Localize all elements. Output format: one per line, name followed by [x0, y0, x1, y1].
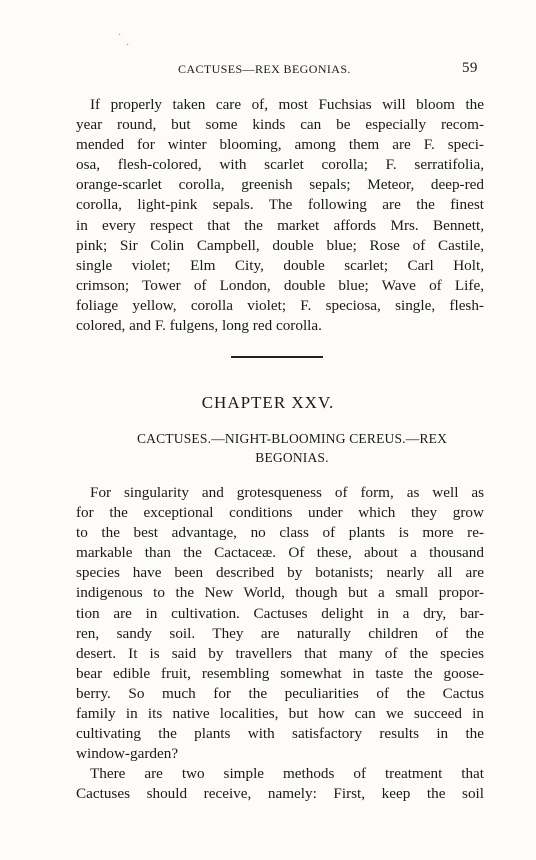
text-line: osa, flesh-colored, with scarlet corolla; F. serratifolia, [76, 156, 484, 174]
text-line: berry. So much for the peculiarities of the Cactus [76, 684, 484, 702]
text-line: for the exceptional conditions under which they grow [76, 504, 484, 522]
text-line: pink; Sir Colin Campbell, double blue; Rose of Castile, [76, 236, 484, 254]
text-line: bear edible fruit, resembling somewhat in taste the goose- [76, 664, 484, 682]
text-line: tion are in cultivation. Cactuses delight in a dry, bar- [76, 604, 484, 622]
text-line: For singularity and grotesqueness of form, as well as [90, 484, 484, 501]
section-divider-rule [231, 356, 323, 358]
text-line: foliage yellow, corolla violet; F. speciosa, single, flesh- [76, 296, 484, 314]
text-line: to the best advantage, no class of plants is more re- [76, 524, 484, 542]
scan-speck: · [126, 40, 130, 51]
paragraph-fuchsias [76, 95, 484, 336]
text-line: If properly taken care of, most Fuchsias will bloom the [90, 96, 484, 113]
chapter-subtitle [100, 429, 484, 467]
text-line: Cactuses should receive, namely: First, keep the soil [76, 785, 484, 803]
text-line: crimson; Tower of London, double blue; Wave of Life, [76, 276, 484, 294]
text-line: corolla, light-pink sepals. The following are the finest [76, 196, 484, 214]
text-line: mended for winter blooming, among them are F. speci- [76, 136, 484, 154]
text-line: indigenous to the New World, though but a small propor- [76, 584, 484, 602]
text-line: colored, and F. fulgens, long red corolla. [76, 317, 322, 335]
paragraph-cactuses [76, 483, 484, 805]
scan-speck: · [118, 30, 122, 41]
text-line: in every respect that the market affords Mrs. Bennett, [76, 216, 484, 234]
text-line: year round, but some kinds can be especially recom- [76, 116, 484, 134]
text-line: desert. It is said by travellers that many of the species [76, 644, 484, 662]
text-line: There are two simple methods of treatment that [90, 765, 484, 783]
running-title: CACTUSES—REX BEGONIAS. [178, 62, 351, 76]
chapter-subtitle-line: CACTUSES.—NIGHT-BLOOMING CEREUS.—REX [136, 431, 448, 446]
page-number: 59 [462, 60, 478, 76]
text-line: ren, sandy soil. They are naturally children of the [76, 624, 484, 642]
text-line: cultivating the plants with satisfactory results in the [76, 725, 484, 743]
text-line: window-garden? [76, 745, 179, 763]
text-line: markable than the Cactaceæ. Of these, about a thousand [76, 544, 484, 562]
text-line: family in its native localities, but how can we succeed in [76, 705, 484, 723]
text-line: orange-scarlet corolla, greenish sepals; Meteor, deep-red [76, 176, 484, 194]
chapter-subtitle-line: BEGONIAS. [255, 450, 329, 465]
chapter-heading: CHAPTER XXV. [201, 393, 335, 412]
text-line: single violet; Elm City, double scarlet; Carl Holt, [76, 256, 484, 274]
text-line: species have been described by botanists; nearly all are [76, 564, 484, 582]
